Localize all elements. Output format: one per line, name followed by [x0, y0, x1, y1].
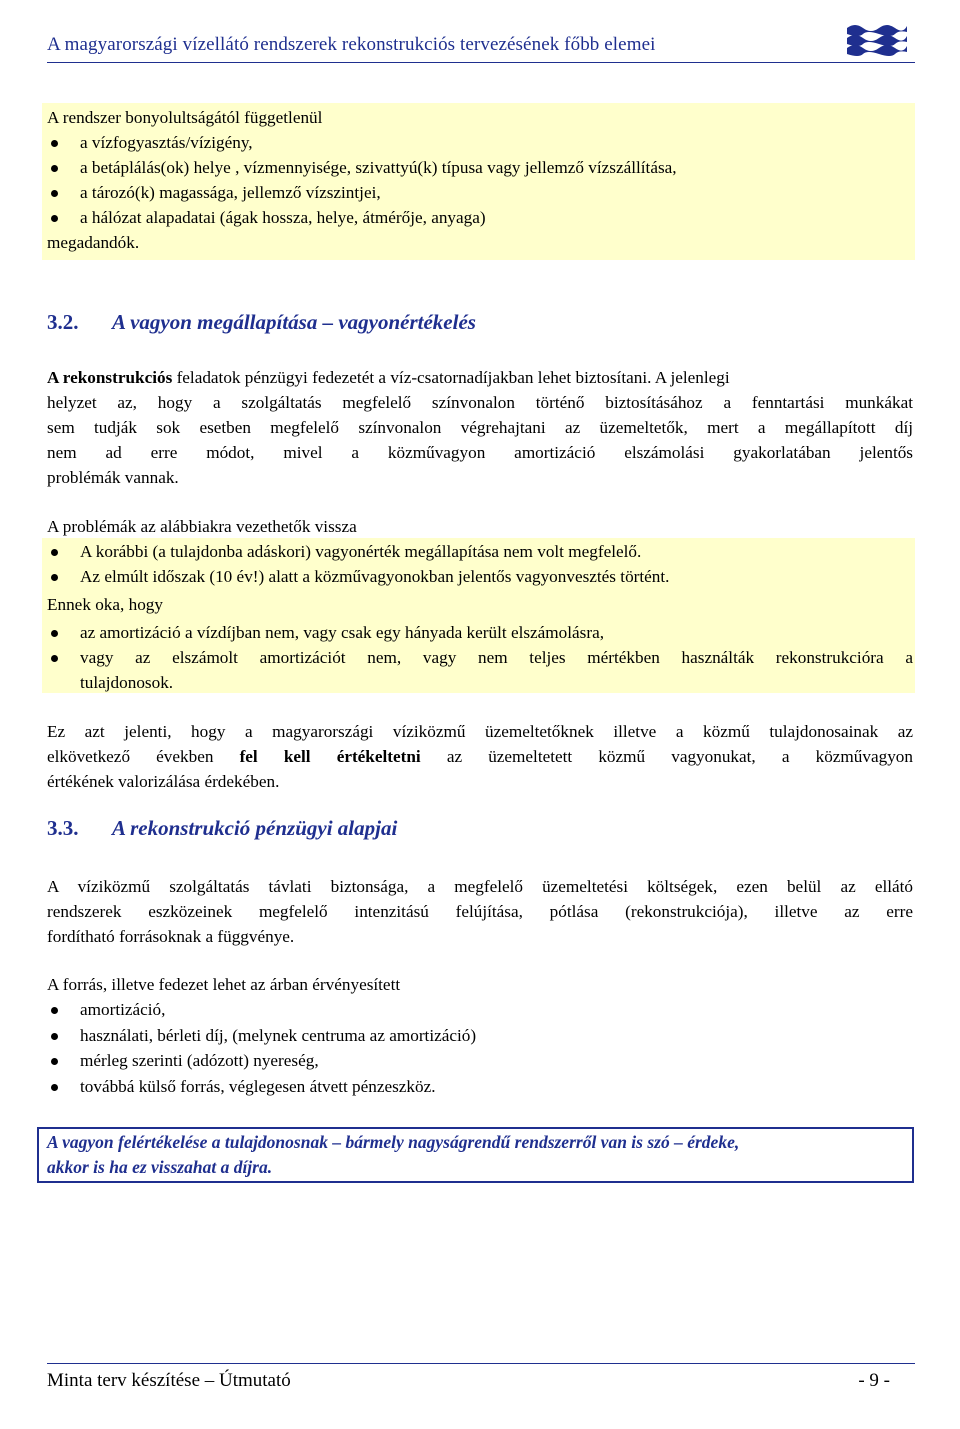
- page-number: - 9 -: [858, 1370, 890, 1391]
- section-number: 3.3.: [47, 816, 79, 840]
- paragraph-line: értékének valorizálása érdekében.: [47, 772, 280, 791]
- list-item: Az elmúlt időszak (10 év!) alatt a közművagyonokban jelentős vagyonvesztés történt.: [80, 567, 670, 586]
- list-item: mérleg szerinti (adózott) nyereség,: [80, 1051, 319, 1070]
- paragraph-line: sem tudják sok esetben megfelelő színvonalon végrehajtani az üzemeltetők, mert a megállapított díj: [47, 418, 913, 437]
- paragraph-line: nem ad erre módot, mivel a közművagyon amortizáció elszámolási gyakorlatában jelentős: [47, 443, 913, 462]
- bullet-icon: [51, 215, 58, 222]
- bullet-icon: [51, 165, 58, 172]
- bullet-icon: [51, 549, 58, 556]
- section-number: 3.2.: [47, 310, 79, 334]
- list-item: amortizáció,: [80, 1000, 166, 1019]
- section-title: A rekonstrukció pénzügyi alapjai: [112, 816, 398, 840]
- header-title: A magyarországi vízellátó rendszerek rekonstrukciós tervezésének főbb elemei: [47, 34, 656, 55]
- paragraph-line: A problémák az alábbiakra vezethetők vissza: [47, 517, 357, 536]
- bullet-icon: [51, 630, 58, 637]
- paragraph-line: fordítható forrásoknak a függvénye.: [47, 927, 295, 946]
- list-item: a tározó(k) magassága, jellemző vízszintjei,: [80, 183, 381, 202]
- page-header: [47, 34, 915, 63]
- bullet-icon: [51, 655, 58, 662]
- list-item: a vízfogyasztás/vízigény,: [80, 133, 253, 152]
- water-waves-logo-icon: [845, 20, 907, 60]
- paragraph-line: problémák vannak.: [47, 468, 179, 487]
- list-item: a betáplálás(ok) helye , vízmennyisége, szivattyú(k) típusa vagy jellemző vízszállítása,: [80, 158, 677, 177]
- list-item-continuation: tulajdonosok.: [80, 673, 174, 692]
- text-span: az üzemeltetett közmű vagyonukat, a közművagyon: [420, 747, 913, 766]
- highlight-line: akkor is ha ez visszahat a díjra.: [47, 1157, 273, 1177]
- paragraph-line: A víziközmű szolgáltatás távlati biztonsága, a megfelelő üzemeltetési költségek, ezen belül az ellátó: [47, 877, 913, 896]
- section-title: A vagyon megállapítása – vagyonértékelés: [112, 310, 476, 334]
- paragraph-line: Ennek oka, hogy: [47, 595, 163, 614]
- box1-intro: A rendszer bonyolultságától függetlenül: [47, 108, 323, 127]
- text-span: elkövetkező években: [47, 747, 240, 766]
- paragraph-line: helyzet az, hogy a szolgáltatás megfelelő színvonalon történő biztosításához a fenntartási munkákat: [47, 393, 913, 412]
- bullet-icon: [51, 1007, 58, 1014]
- list-item: A korábbi (a tulajdonba adáskori) vagyonérték megállapítása nem volt megfelelő.: [80, 542, 642, 561]
- bullet-icon: [51, 1084, 58, 1091]
- list-item: az amortizáció a vízdíjban nem, vagy csak egy hányada került elszámolásra,: [80, 623, 604, 642]
- footer-title: Minta terv készítése – Útmutató: [47, 1370, 291, 1391]
- list-item: használati, bérleti díj, (melynek centruma az amortizáció): [80, 1026, 477, 1045]
- bullet-icon: [51, 1033, 58, 1040]
- paragraph-line: [47, 744, 913, 769]
- paragraph-line: [47, 365, 730, 390]
- paragraph-line: A forrás, illetve fedezet lehet az árban érvényesített: [47, 975, 401, 994]
- footer-divider: [47, 1363, 915, 1364]
- bullet-icon: [51, 574, 58, 581]
- paragraph-line: rendszerek eszközeinek megfelelő intenzitású felújítása, pótlása (rekonstrukciója), illetve az erre: [47, 902, 913, 921]
- box1-outro: megadandók.: [47, 233, 140, 252]
- bullet-icon: [51, 190, 58, 197]
- bullet-icon: [51, 1058, 58, 1065]
- highlight-line: A vagyon felértékelése a tulajdonosnak – bármely nagyságrendű rendszerről van is szó – érdeke,: [47, 1132, 740, 1152]
- text-span: feladatok pénzügyi fedezetét a víz-csatornadíjakban lehet biztosítani. A jelenlegi: [172, 368, 730, 387]
- list-item: a hálózat alapadatai (ágak hossza, helye, átmérője, anyaga): [80, 208, 486, 227]
- list-item: továbbá külső forrás, véglegesen átvett pénzeszköz.: [80, 1077, 436, 1096]
- bold-text: A rekonstrukciós: [47, 368, 173, 387]
- bullet-icon: [51, 140, 58, 147]
- list-item: vagy az elszámolt amortizációt nem, vagy nem teljes mértékben használták rekonstrukcióra a: [80, 648, 913, 667]
- paragraph-line: Ez azt jelenti, hogy a magyarországi víziközmű üzemeltetőknek illetve a közmű tulajdonosainak az: [47, 722, 913, 741]
- bold-text: fel kell értékeltetni: [239, 747, 421, 766]
